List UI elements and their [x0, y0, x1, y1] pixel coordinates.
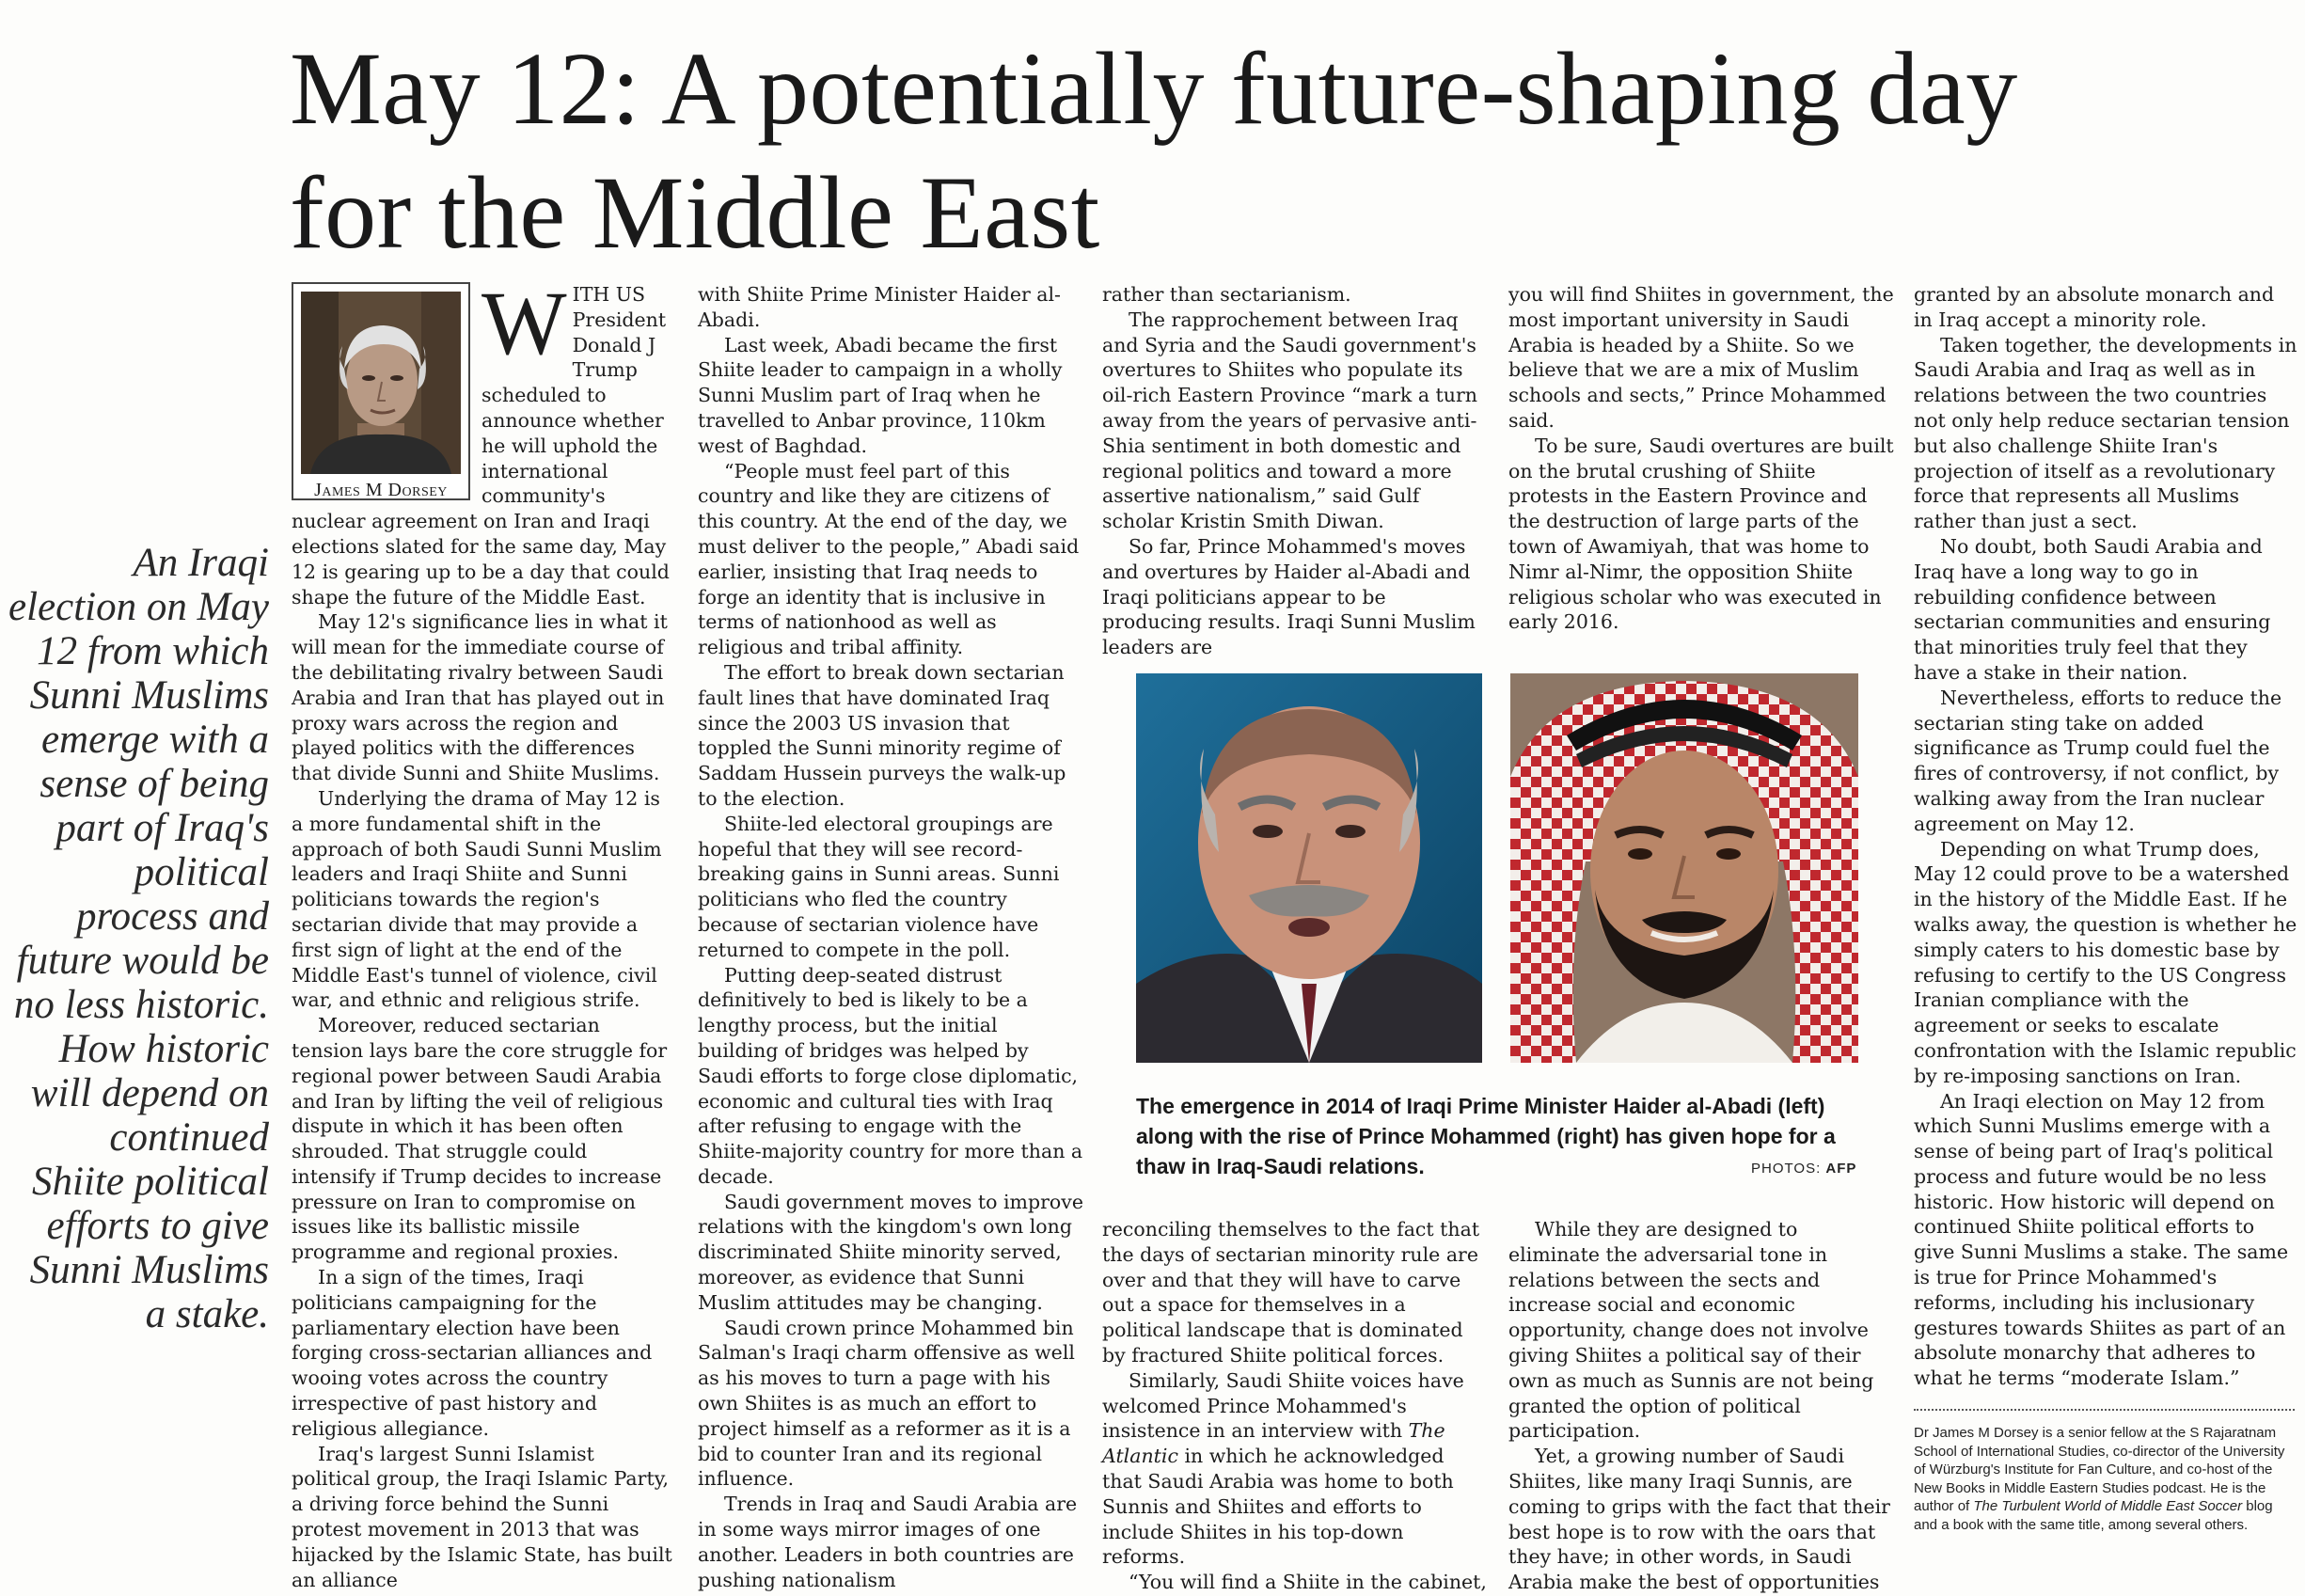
- paragraph: Last week, Abadi became the first Shiite leader to campaign in a wholly Sunni Muslim part of Iraq when he travelled to Anbar province, 110km west of Baghdad.: [698, 333, 1063, 457]
- byline-box: [292, 282, 470, 500]
- paragraph: Underlying the drama of May 12 is a more fundamental shift in the approach of both Saudi Sunni Muslim leaders and Iraqi Shiite and Sunni politicians towards the region's sectarian divide that may provide a first sign of light at the end of the Middle East's tunnel of violence, civil war, and ethnic and religious strife.: [292, 786, 662, 1012]
- paragraph: Taken together, the developments in Saudi Arabia and Iraq as well as in relations between the two countries not only help reduce sectarian tension but also challenge Shiite Iran's projection of itself as a revolutionary force that represents all Muslims rather than just a sect.: [1914, 333, 2297, 533]
- article-column-3-bottom: [1102, 1217, 1488, 1595]
- paragraph: Saudi government moves to improve relations with the kingdom's own long discriminated Shiite minority served, moreover, as evidence that Sunni Muslim attitudes may be changing.: [698, 1190, 1083, 1314]
- paragraph: To be sure, Saudi overtures are built on the brutal crushing of Shiite protests in the Eastern Province and the destruction of large parts of the town of Awamiyah, that was home to Nimr al-Nimr, the opposition Shiite religious scholar who was executed in early 2016.: [1508, 434, 1894, 634]
- paragraph: Depending on what Trump does, May 12 could prove to be a watershed in the history of the Middle East. If he walks away, the question is whether he simply caters to his domestic base by refusing to certify to the US Congress Iranian compliance with the agreement or seeks to escalate confrontation with the Islamic republic by re-imposing sanctions on Iran.: [1914, 837, 2297, 1087]
- paragraph: you will find Shiites in government, the most important university in Saudi Arabia is headed by a Shiite. So we believe that we are a mix of Muslim schools and sects,” Prince Mohammed said.: [1508, 283, 1894, 432]
- article-column-5: [1914, 282, 2297, 1391]
- paragraph: May 12's significance lies in what it will mean for the immediate course of the debilitating rivalry between Saudi Arabia and Iran that has played out in proxy wars across the region and played politics with the differences that divide Sunni and Shiite Muslims.: [292, 610, 668, 785]
- paragraph: Moreover, reduced sectarian tension lays bare the core struggle for regional power between Saudi Arabia and Iran by lifting the veil of religious dispute in which it has been often shrouded. That struggle could intensify if Trump decides to increase pressure on Iran to compromise on issues like its ballistic missile programme and regional proxies.: [292, 1014, 668, 1264]
- bio-divider: [1914, 1409, 2295, 1411]
- paragraph: Similarly, Saudi Shiite voices have welcomed Prince Mohammed's insistence in an interview with The Atlantic in which he acknowledged that Saudi Arabia was home to both Sunnis and Shiites and efforts to include Shiites in his top-down reforms.: [1102, 1368, 1464, 1569]
- paragraph: reconciling themselves to the fact that the days of sectarian minority rule are over and that they will have to carve out a space for themselves in a political landscape that is dominated by fractured Shiite political forces.: [1102, 1218, 1480, 1367]
- article-column-2: [698, 282, 1083, 1592]
- article-column-4-top: [1508, 282, 1894, 635]
- paragraph: Nevertheless, efforts to reduce the sectarian sting take on added significance as Trump could fuel the fires of controversy, if not conflict, by walking away from the Iran nuclear agreement on May 12.: [1914, 686, 2282, 835]
- article-column-4-bottom: [1508, 1217, 1894, 1595]
- paragraph: Trends in Iraq and Saudi Arabia are in some ways mirror images of one another. Leaders in both countries are pushing nationalism: [698, 1493, 1078, 1591]
- photo-haider-al-abadi: [1136, 673, 1482, 1063]
- author-portrait-photo: [301, 292, 461, 474]
- paragraph: While they are designed to eliminate the adversarial tone in relations between the sects and increase social and economic opportunity, change does not involve giving Shiites a political say of their own as much as Sunnis are not being granted the option of political participation.: [1508, 1218, 1874, 1443]
- paragraph: The rapprochement between Iraq and Syria and the Saudi government's overtures to Shiites who populate its oil-rich Eastern Province “mark a turn away from the years of pervasive anti-Shia sentiment in both domestic and regional politics and toward a more assertive nationalism,” said Gulf scholar Kristin Smith Diwan.: [1102, 308, 1477, 533]
- photo-credit: PHOTOS: AFP: [1751, 1161, 1857, 1177]
- pull-quote: An Iraqi election on May 12 from which Sunni Muslims emerge with a sense of being part of Iraq's political process and future would be no less historic. How historic will depend on continued Shiite political efforts to give Sunni Muslims a stake.: [8, 541, 269, 1336]
- byline-name: James M Dorsey: [314, 480, 448, 500]
- paragraph: Shiite-led electoral groupings are hopeful that they will see record-breaking gains in Sunni areas. Sunni politicians who fled the country because of sectarian violence have returned to compete in the poll.: [698, 812, 1060, 961]
- paragraph: “People must feel part of this country and like they are citizens of this country. At the end of the day, we must deliver to the people,” Abadi said earlier, insisting that Iraq needs to forge an identity that is inclusive in terms of nationhood as well as religious and tribal affinity.: [698, 459, 1080, 659]
- paragraph: An Iraqi election on May 12 from which Sunni Muslims emerge with a sense of being part of Iraq's political process and future would be no less historic. How historic will depend on continued Shiite political efforts to give Sunni Muslims a stake. The same is true for Prince Mohammed's reforms, including his inclusionary gestures towards Shiites as part of an absolute monarchy that adheres to what he terms “moderate Islam.”: [1914, 1089, 2289, 1390]
- drop-cap: W: [482, 273, 567, 373]
- paragraph: Saudi crown prince Mohammed bin Salman's Iraqi charm offensive as well as his moves to turn a page with his own Shiites is as much an effort to project himself as a reformer as it is a bid to counter Iran and its regional influence.: [698, 1316, 1075, 1491]
- paragraph: “You will find a Shiite in the cabinet,: [1129, 1571, 1487, 1594]
- article-column-1: [292, 273, 675, 1592]
- paragraph: The effort to break down sectarian fault lines that have dominated Iraq since the 2003 US invasion that toppled the Sunni minority regime of Saddam Hussein purveys the walk-up to the election.: [698, 660, 1066, 810]
- lead-paragraph: WITH US President Donald J Trump scheduled to announce whether he will uphold the international community's nuclear agreement on Iran and Iraqi elections slated for the same day, May 12 is gearing up to be a day that could shape the future of the Middle East.: [292, 273, 670, 608]
- photo-caption: The emergence in 2014 of Iraqi Prime Minister Haider al-Abadi (left) along with the rise of Prince Mohammed (right) has given hope for a thaw in Iraq-Saudi relations.: [1136, 1094, 1836, 1178]
- paragraph: with Shiite Prime Minister Haider al-Abadi.: [698, 283, 1061, 331]
- paragraph: granted by an absolute monarch and in Iraq accept a minority role.: [1914, 283, 2275, 331]
- paragraph: In a sign of the times, Iraqi politicians campaigning for the parliamentary election have been forging cross-sectarian alliances and wooing votes across the country irrespective of past history and religious allegiance.: [292, 1266, 653, 1440]
- paragraph: Iraq's largest Sunni Islamist political group, the Iraqi Islamic Party, a driving force behind the Sunni protest movement in 2013 that was hijacked by the Islamic State, has built an alliance: [292, 1442, 672, 1591]
- author-bio: Dr James M Dorsey is a senior fellow at the S Rajaratnam School of International Studies, co-director of the University of Würzburg's Institute for Fan Culture, and co-host of the New Books in Middle Eastern Studies podcast. He is the author of The Turbulent World of Middle East Soccer blog and a book with the same title, among several others.: [1914, 1425, 2285, 1533]
- photo-prince-mohammed: [1510, 673, 1858, 1063]
- article-column-3-top: [1102, 282, 1488, 660]
- paragraph: rather than sectarianism.: [1102, 283, 1351, 306]
- headline: May 12: A potentially future-shaping day for the Middle East: [290, 31, 2018, 270]
- paragraph: So far, Prince Mohammed's moves and overtures by Haider al-Abadi and Iraqi politicians appear to be producing results. Iraqi Sunni Muslim leaders are: [1102, 534, 1476, 659]
- paragraph: Putting deep-seated distrust definitively to bed is likely to be a lengthy process, but the initial building of bridges was helped by Saudi efforts to forge close diplomatic, economic and cultural ties with Iraq after refusing to engage with the Shiite-majority country for more than a decade.: [698, 963, 1083, 1188]
- paragraph: Yet, a growing number of Saudi Shiites, like many Iraqi Sunnis, are coming to grips with the fact that their best hope is to row with the oars that they have; in other words, in Saudi Arabia make the best of opportunities: [1508, 1445, 1890, 1594]
- paragraph: No doubt, both Saudi Arabia and Iraq have a long way to go in rebuilding confidence between sectarian communities and ensuring that minorities truly feel that they have a stake in their nation.: [1914, 534, 2271, 684]
